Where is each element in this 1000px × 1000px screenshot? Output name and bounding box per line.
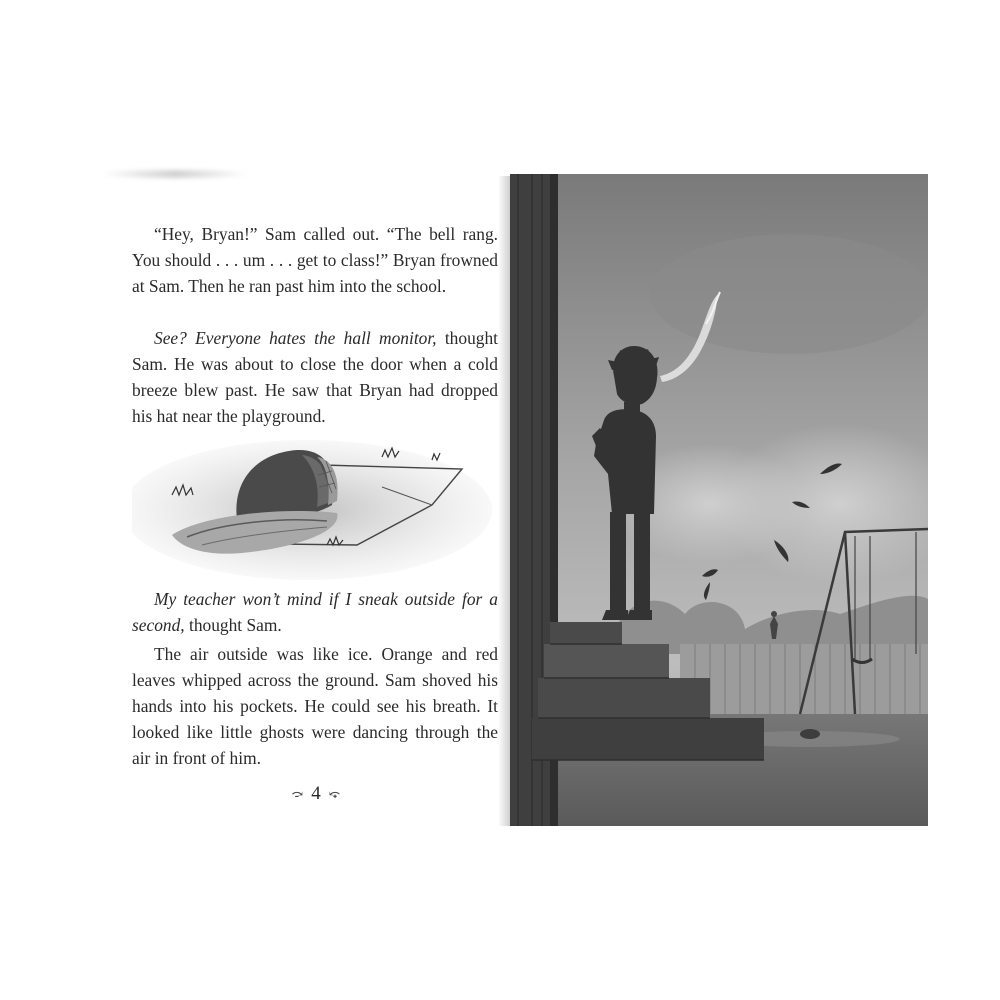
folio-ornament-left: ⤼: [291, 786, 304, 802]
paragraph-2-italic: See? Everyone hates the hall monitor,: [154, 328, 437, 348]
folio-ornament-right: ⤽: [328, 786, 341, 802]
page-number-text: 4: [311, 783, 321, 804]
scene-illustration: [510, 174, 928, 826]
paragraph-4: [132, 641, 498, 771]
paragraph-1: [132, 221, 498, 299]
paragraph-2-text: thought Sam. He was about to close the door when a cold breeze blew past. He saw that Bryan had dropped his hat near the playground.: [132, 328, 498, 426]
paragraph-2: [132, 325, 498, 429]
page-edge-shadow: [100, 170, 250, 178]
paragraph-3: [132, 586, 498, 638]
paragraph-4-text: The air outside was like ice. Orange and red leaves whipped across the ground. Sam shoved his hands into his pockets. He could see his breath. It looked like little ghosts were dancing through the air in front of him.: [132, 644, 498, 768]
paragraph-3-italic: My teacher won’t mind if I sneak outside for a second,: [132, 589, 498, 635]
paragraph-3-text: thought Sam.: [184, 615, 282, 635]
hat-illustration: [132, 435, 492, 585]
paragraph-1-text: “Hey, Bryan!” Sam called out. “The bell rang. You should . . . um . . . get to class!” Bryan frowned at Sam. Then he ran past him into the school.: [132, 224, 498, 296]
page-number: [280, 782, 352, 806]
